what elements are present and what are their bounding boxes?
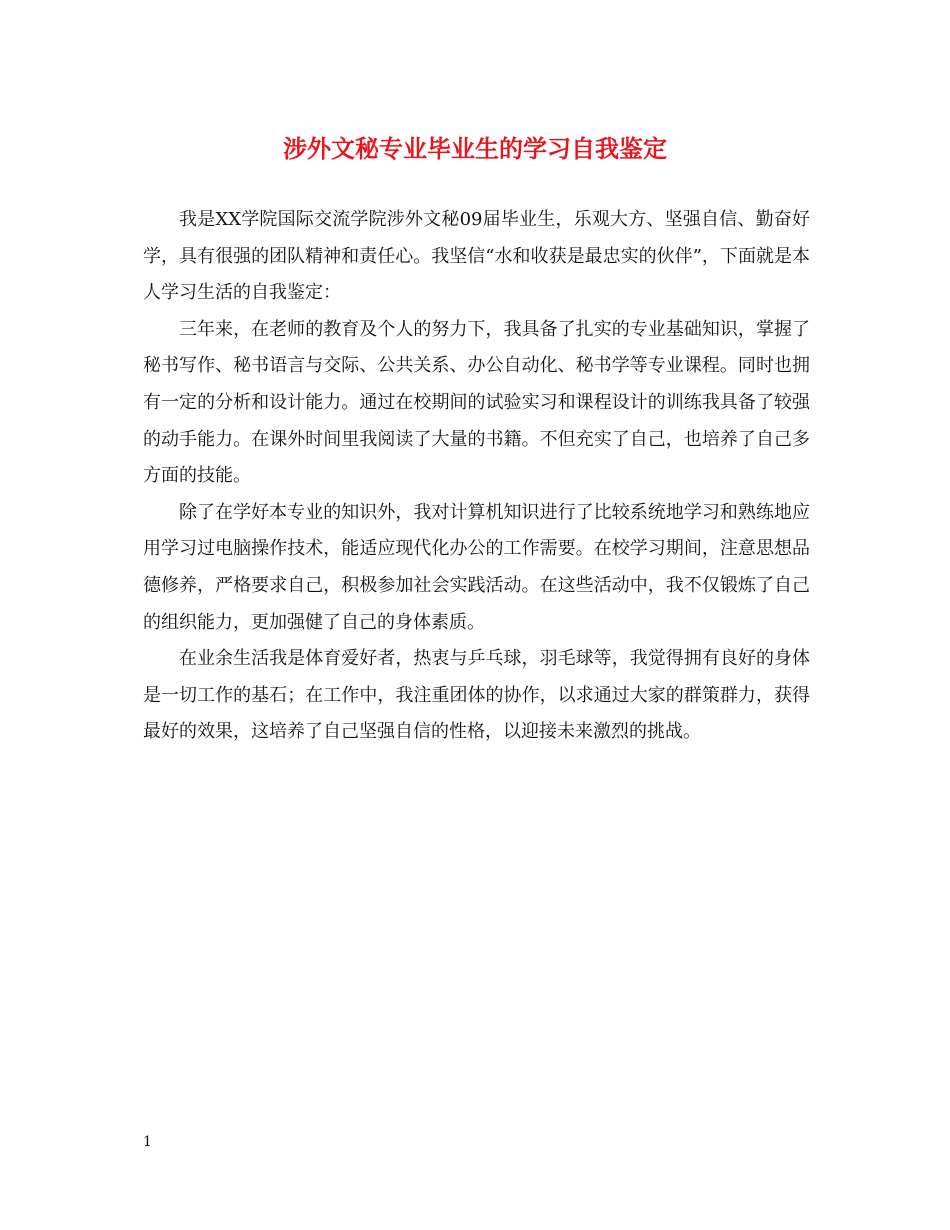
paragraph-hobbies: 在业余生活我是体育爱好者，热衷与乒乓球，羽毛球等，我觉得拥有良好的身体是一切工作的基石；在工作中，我注重团体的协作，以求通过大家的群策群力，获得最好的效果，这培养了自己坚强自信的性格，以迎接未来激烈的挑战。 xyxy=(143,648,810,743)
document-body xyxy=(143,202,810,751)
paragraph-intro: 我是XX学院国际交流学院涉外文秘09届毕业生，乐观大方、坚强自信、勤奋好学，具有很强的团队精神和责任心。我坚信“水和收获是最忠实的伙伴”，下面就是本人学习生活的自我鉴定： xyxy=(143,209,810,304)
page-number: 1 xyxy=(143,1134,152,1150)
paragraph-computer-skills: 除了在学好本专业的知识外，我对计算机知识进行了比较系统地学习和熟练地应用学习过电脑操作技术，能适应现代化办公的工作需要。在校学习期间，注意思想品德修养，严格要求自己，积极参加社会实践活动。在这些活动中，我不仅锻炼了自己的组织能力，更加强健了自己的身体素质。 xyxy=(143,501,810,633)
document-title: 涉外文秘专业毕业生的学习自我鉴定 xyxy=(283,134,667,163)
paragraph-study: 三年来，在老师的教育及个人的努力下，我具备了扎实的专业基础知识，掌握了秘书写作、秘书语言与交际、公共关系、办公自动化、秘书学等专业课程。同时也拥有一定的分析和设计能力。通过在校期间的试验实习和课程设计的训练我具备了较强的动手能力。在课外时间里我阅读了大量的书籍。不但充实了自己，也培养了自己多方面的技能。 xyxy=(143,318,810,487)
